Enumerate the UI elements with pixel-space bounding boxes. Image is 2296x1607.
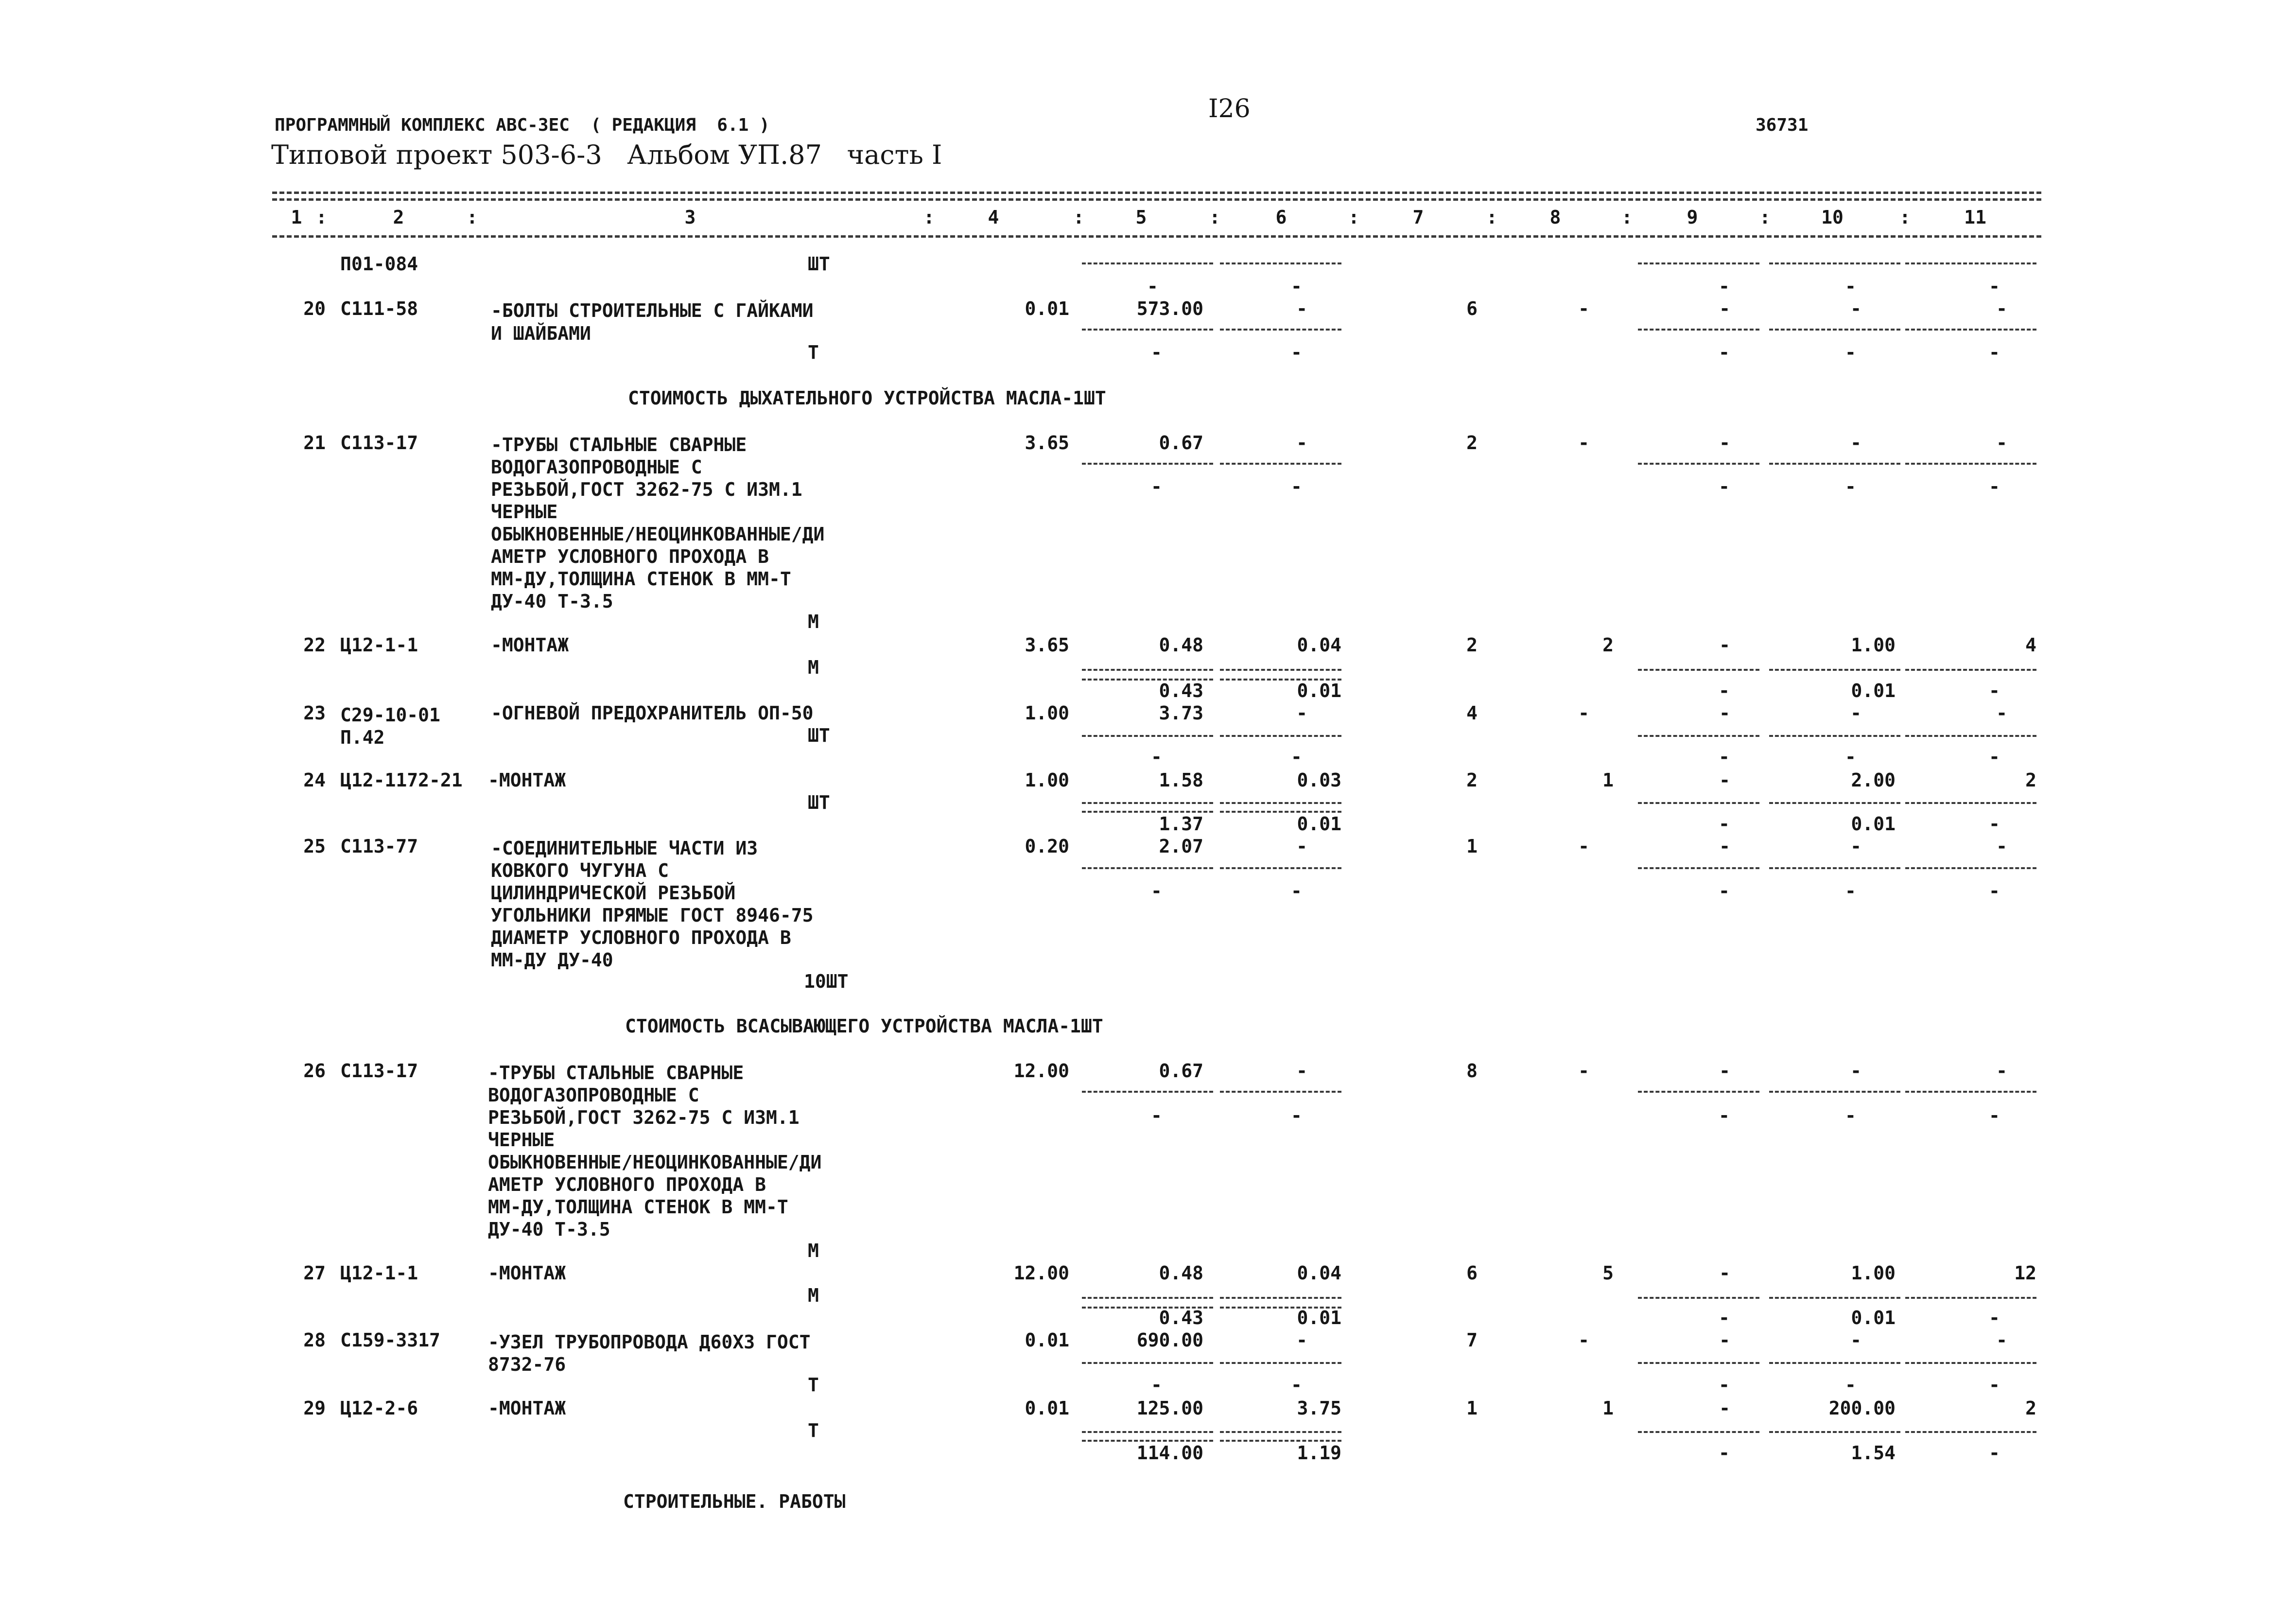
cell-6-sub: - (1291, 1374, 1302, 1396)
cell-5: 2.07 (1159, 836, 1203, 857)
col-header-2: 2 (393, 207, 404, 228)
row-unit: М (808, 1240, 819, 1261)
row-unit: М (808, 1285, 819, 1306)
cell-9-sub: - (1719, 880, 1730, 902)
cell-5-sub: 0.43 (1159, 1307, 1203, 1328)
row-number: 29 (303, 1397, 326, 1419)
cell-11: - (1996, 432, 2007, 454)
row-code: Ц12-2-6 (340, 1397, 418, 1419)
cell-5-sub: - (1151, 342, 1162, 363)
cell-10: 1.00 (1851, 634, 1896, 656)
project-line: Типовой проект 503-6-3 Альбом УП.87 часть I (271, 140, 942, 170)
row-code: С113-17 (340, 1060, 418, 1082)
row-description: -УЗЕЛ ТРУБОПРОВОДА Д60Х3 ГОСТ 8732-76 (488, 1331, 811, 1375)
section-title: СТРОИТЕЛЬНЫЕ. РАБОТЫ (623, 1491, 846, 1512)
cell-11-sub: - (1989, 1442, 2000, 1464)
header-rule-top-2 (272, 198, 2041, 201)
row-code: Ц12-1-1 (340, 1262, 418, 1284)
row-number: 26 (303, 1060, 326, 1082)
cell-11-sub: - (1989, 746, 2000, 768)
cell-10-sub: 0.01 (1851, 813, 1896, 835)
cell-5: 1.58 (1159, 769, 1203, 791)
header-rule-bottom (272, 235, 2041, 238)
cell-10: - (1850, 836, 1861, 857)
cell-9: - (1719, 634, 1730, 656)
cell-7: 2 (1466, 769, 1478, 791)
cell-10-sub: - (1845, 342, 1856, 363)
row-number: 24 (303, 769, 326, 791)
row-code: Ц12-1172-21 (340, 769, 463, 791)
cell-10-sub: 1.54 (1851, 1442, 1896, 1464)
row-unit: Т (808, 1420, 819, 1441)
cell-7: 6 (1466, 1262, 1478, 1284)
cell-11: 2 (2025, 769, 2036, 791)
cell-10-sub: - (1845, 1105, 1856, 1126)
col-header-3: 3 (684, 207, 696, 228)
row-description: -ТРУБЫ СТАЛЬНЫЕ СВАРНЫЕ ВОДОГАЗОПРОВОДНЫЕ С РЕЗЬБОЙ,ГОСТ 3262-75 С ИЗМ.1 ЧЕРНЫЕ ОБЫКНОВЕННЫЕ/НЕОЦИНКОВАННЫЕ/ДИ АМЕТР УСЛОВНОГО ПРОХОДА В ММ-ДУ,ТОЛЩИНА СТЕНОК В ММ-Т ДУ-40 Т-3.5 (491, 434, 825, 612)
cell-7: 1 (1466, 1397, 1478, 1419)
row-description: -МОНТАЖ (491, 634, 569, 656)
cell-5-sub: - (1151, 476, 1162, 497)
cell-5-sub: - (1151, 746, 1162, 768)
cell-6-sub: - (1291, 1105, 1302, 1126)
document-page: I26 ПРОГРАММНЫЙ КОМПЛЕКС АВС-ЗЕС ( РЕДАКЦИЯ 6.1 ) 36731 Типовой проект 503-6-3 Альбом УП.87 часть I 1 2 3 4 5 6 7 8 9 10 11 : : : : : : : : : : П01-084 ШТ - - - - - 20 С111-58 -БОЛТЫ СТРОИТЕЛЬНЫЕ С ГАЙКАМИ И ШАЙБАМИ 0.01 573.00 - 6 - - - - Т - - - - - СТОИМОСТЬ ДЫХАТЕЛЬНОГО УСТРОЙСТВА МАСЛА-1ШТ 21 С113-17 -ТРУБЫ СТАЛЬНЫЕ СВАРНЫЕ ВОДОГАЗОПРОВОДНЫЕ С РЕЗЬБОЙ,ГОСТ 3262-75 С ИЗМ.1 ЧЕРНЫЕ ОБЫКНОВЕННЫЕ/НЕОЦИНКОВАННЫЕ/ДИ АМЕТР УСЛОВНОГО ПРОХОДА В ММ-ДУ,ТОЛЩИНА СТЕНОК В ММ-Т ДУ-40 Т-3.5 3.65 0.67 - 2 - - - - - - - - - М 22 Ц12-1-1 -МОНТАЖ 3.65 0.48 0.04 2 2 - 1.00 4 М 0.43 0.01 - 0.01 - 23 С29-10-01 П.42 -ОГНЕВОЙ ПРЕДОХРАНИТЕЛЬ ОП-50 1.00 3.73 - 4 - - - - ШТ - - - - - 24 Ц12-1172-21 -МОНТАЖ 1.00 1.58 0.03 2 1 - 2.00 2 ШТ 1.37 0.01 - 0.01 - 25 С113-77 -СОЕДИНИТЕЛЬНЫЕ ЧАСТИ ИЗ КОВКОГО ЧУГУНА С ЦИЛИНДРИЧЕСКОЙ РЕЗЬБОЙ УГОЛЬНИКИ ПРЯМЫЕ ГОСТ 8946-75 ДИАМЕТР УСЛОВНОГО ПРОХОДА В ММ-ДУ ДУ-40 0.20 2.07 - 1 - - - - - - - - - 10ШТ СТОИМОСТЬ ВСАСЫВАЮЩЕГО УСТРОЙСТВА МАСЛА-1ШТ 26 С113-17 -ТРУБЫ СТАЛЬНЫЕ СВАРНЫЕ ВОДОГАЗОПРОВОДНЫЕ С РЕЗЬБОЙ,ГОСТ 3262-75 С ИЗМ.1 ЧЕРНЫЕ ОБЫКНОВЕННЫЕ/НЕОЦИНКОВАННЫЕ/ДИ АМЕТР УСЛОВНОГО ПРОХОДА В ММ-ДУ,ТОЛЩИНА СТЕНОК В ММ-Т ДУ-40 Т-3.5 12.00 0.67 - 8 - - - - - - - - - М 27 Ц12-1-1 -МОНТАЖ 12.00 0.48 0.04 6 5 - 1.00 12 М 0.43 0.01 - 0.01 - 28 С159-3317 -УЗЕЛ ТРУБОПРОВОДА Д60Х3 ГОСТ 8732-76 0.01 690.00 - 7 - - - - Т - - - - - 29 Ц12-2-6 -МОНТАЖ 0.01 125.00 3.75 1 1 - 200.00 2 Т 114.00 1.19 - 1.54 - СТРОИТЕЛЬНЫЕ. РАБОТЫ (0, 0, 2296, 1607)
cell-7: 2 (1466, 634, 1478, 656)
cell-11: 2 (2025, 1397, 2036, 1419)
cell-4: 0.01 (1025, 1397, 1069, 1419)
cell-11-sub: - (1989, 476, 2000, 497)
cell-11-sub: - (1989, 680, 2000, 701)
cell-4: 0.20 (1025, 836, 1069, 857)
row-unit: Т (808, 342, 819, 363)
cell-9-sub: - (1719, 342, 1730, 363)
row-code: С159-3317 (340, 1329, 440, 1351)
row-unit: М (808, 611, 819, 632)
cell-5-sub: 0.43 (1159, 680, 1203, 701)
cell-7: 8 (1466, 1060, 1478, 1082)
cell-7: 1 (1466, 836, 1478, 857)
cell-6: - (1296, 836, 1307, 857)
section-title: СТОИМОСТЬ ВСАСЫВАЮЩЕГО УСТРОЙСТВА МАСЛА-1ШТ (625, 1015, 1103, 1037)
cell-9: - (1719, 836, 1730, 857)
cell-6-sub: 0.01 (1297, 1307, 1341, 1328)
row-code: П01-084 (340, 253, 418, 275)
row-description: -ОГНЕВОЙ ПРЕДОХРАНИТЕЛЬ ОП-50 (491, 702, 814, 724)
row-unit: ШТ (808, 253, 830, 275)
cell-10: 200.00 (1828, 1397, 1896, 1419)
cell-11: - (1996, 1060, 2007, 1082)
cell-6-sub: 0.01 (1297, 813, 1341, 835)
cell-10: - (1850, 298, 1861, 319)
cell-9: - (1719, 1329, 1730, 1351)
cell-11-sub: - (1989, 880, 2000, 902)
row-number: 22 (303, 634, 326, 656)
cell-10: - (1850, 1060, 1861, 1082)
cell-9-sub: - (1719, 680, 1730, 701)
row-unit: Т (808, 1374, 819, 1396)
cell-7: 2 (1466, 432, 1478, 454)
cell-6-sub: 0.01 (1297, 680, 1341, 701)
cell-6: - (1296, 298, 1307, 319)
cell-11-sub: - (1989, 1105, 2000, 1126)
cell-6-sub: - (1291, 746, 1302, 768)
cell-9-sub: - (1719, 1442, 1730, 1464)
row-code: С113-17 (340, 432, 418, 454)
program-line: ПРОГРАММНЫЙ КОМПЛЕКС АВС-ЗЕС ( РЕДАКЦИЯ 6.1 ) (275, 115, 770, 135)
cell-5-sub: - (1151, 880, 1162, 902)
cell-5: 3.73 (1159, 702, 1203, 724)
cell-5: 690.00 (1136, 1329, 1203, 1351)
col-header-1: 1 (291, 207, 302, 228)
page-number: I26 (1208, 94, 1251, 123)
col-header-7: 7 (1412, 207, 1424, 228)
cell-4: 1.00 (1025, 702, 1069, 724)
col-header-10: 10 (1821, 207, 1844, 228)
cell-5: 125.00 (1136, 1397, 1203, 1419)
cell-6: - (1296, 702, 1307, 724)
cell-6-sub: - (1291, 476, 1302, 497)
cell-10-sub: - (1845, 880, 1856, 902)
cell-11: 4 (2025, 634, 2036, 656)
cell-5: 0.67 (1159, 432, 1203, 454)
cell-6: 0.04 (1297, 634, 1341, 656)
col-header-5: 5 (1135, 207, 1147, 228)
row-code: Ц12-1-1 (340, 634, 418, 656)
cell-10: 2.00 (1851, 769, 1896, 791)
row-unit: М (808, 657, 819, 678)
cell-11-sub: - (1989, 813, 2000, 835)
cell-9: - (1719, 702, 1730, 724)
col-header-6: 6 (1275, 207, 1287, 228)
cell-5: 0.48 (1159, 634, 1203, 656)
header-rule-top (272, 192, 2041, 194)
cell-9-sub: - (1719, 476, 1730, 497)
row-description: -МОНТАЖ (488, 1262, 566, 1284)
cell-9-sub: - (1719, 1105, 1730, 1126)
doc-code: 36731 (1756, 115, 1809, 135)
cell-6: - (1296, 432, 1307, 454)
cell-6: 3.75 (1297, 1397, 1341, 1419)
row-unit: 10ШТ (804, 971, 849, 992)
cell-8: - (1578, 1329, 1589, 1351)
cell-8: - (1578, 836, 1589, 857)
col-header-4: 4 (988, 207, 999, 228)
cell-11: - (1996, 298, 2007, 319)
cell-4: 12.00 (1013, 1060, 1069, 1082)
row-unit: ШТ (808, 725, 830, 746)
cell-11: - (1996, 836, 2007, 857)
cell-5: 0.48 (1159, 1262, 1203, 1284)
cell-8: 1 (1602, 1397, 1614, 1419)
cell-10-sub: - (1845, 476, 1856, 497)
cell-8: 5 (1602, 1262, 1614, 1284)
section-title: СТОИМОСТЬ ДЫХАТЕЛЬНОГО УСТРОЙСТВА МАСЛА-1ШТ (628, 387, 1106, 409)
col-header-11: 11 (1964, 207, 1986, 228)
cell-4: 3.65 (1025, 634, 1069, 656)
cell-8: - (1578, 1060, 1589, 1082)
row-description: -БОЛТЫ СТРОИТЕЛЬНЫЕ С ГАЙКАМИ И ШАЙБАМИ (491, 300, 814, 344)
cell-5-sub: - (1151, 1105, 1162, 1126)
cell-10: 1.00 (1851, 1262, 1896, 1284)
cell-9-sub: - (1719, 813, 1730, 835)
cell-9: - (1719, 432, 1730, 454)
cell-11: - (1996, 702, 2007, 724)
row-number: 21 (303, 432, 326, 454)
cell-10-sub: - (1845, 1374, 1856, 1396)
col-header-9: 9 (1687, 207, 1698, 228)
cell-6: 0.03 (1297, 769, 1341, 791)
cell-5: 0.67 (1159, 1060, 1203, 1082)
cell-10: - (1850, 702, 1861, 724)
cell-8: - (1578, 702, 1589, 724)
cell-4: 1.00 (1025, 769, 1069, 791)
cell-8: - (1578, 298, 1589, 319)
row-description: -МОНТАЖ (488, 769, 566, 791)
cell-9-sub: - (1719, 746, 1730, 768)
cell-11-sub: - (1989, 1307, 2000, 1328)
row-description: -МОНТАЖ (488, 1397, 566, 1419)
cell-9: - (1719, 769, 1730, 791)
cell-5-sub: 1.37 (1159, 813, 1203, 835)
cell-10-sub: 0.01 (1851, 1307, 1896, 1328)
cell-11-sub: - (1989, 1374, 2000, 1396)
cell-6-sub: - (1291, 342, 1302, 363)
cell-10-sub: 0.01 (1851, 680, 1896, 701)
row-code: С111-58 (340, 298, 418, 319)
cell-9: - (1719, 298, 1730, 319)
cell-8: 1 (1602, 769, 1614, 791)
cell-5-sub: - (1151, 1374, 1162, 1396)
row-unit: ШТ (808, 792, 830, 813)
cell-6: 0.04 (1297, 1262, 1341, 1284)
cell-7: 6 (1466, 298, 1478, 319)
cell-6-sub: - (1291, 880, 1302, 902)
cell-11: 12 (2014, 1262, 2036, 1284)
cell-7: 7 (1466, 1329, 1478, 1351)
row-description: -СОЕДИНИТЕЛЬНЫЕ ЧАСТИ ИЗ КОВКОГО ЧУГУНА С ЦИЛИНДРИЧЕСКОЙ РЕЗЬБОЙ УГОЛЬНИКИ ПРЯМЫЕ ГОСТ 8946-75 ДИАМЕТР УСЛОВНОГО ПРОХОДА В ММ-ДУ ДУ-40 (491, 838, 814, 971)
row-code: С113-77 (340, 836, 418, 857)
cell-5: 573.00 (1136, 298, 1203, 319)
row-code: С29-10-01 П.42 (340, 704, 440, 748)
row-number: 23 (303, 702, 326, 724)
row-description: -ТРУБЫ СТАЛЬНЫЕ СВАРНЫЕ ВОДОГАЗОПРОВОДНЫЕ С РЕЗЬБОЙ,ГОСТ 3262-75 С ИЗМ.1 ЧЕРНЫЕ ОБЫКНОВЕННЫЕ/НЕОЦИНКОВАННЫЕ/ДИ АМЕТР УСЛОВНОГО ПРОХОДА В ММ-ДУ,ТОЛЩИНА СТЕНОК В ММ-Т ДУ-40 Т-3.5 (488, 1062, 822, 1240)
cell-10: - (1850, 432, 1861, 454)
cell-9: - (1719, 1262, 1730, 1284)
cell-11: - (1996, 1329, 2007, 1351)
cell-11-sub: - (1989, 342, 2000, 363)
cell-4: 12.00 (1013, 1262, 1069, 1284)
cell-4: 0.01 (1025, 298, 1069, 319)
cell-10: - (1850, 1329, 1861, 1351)
row-number: 27 (303, 1262, 326, 1284)
row-number: 25 (303, 836, 326, 857)
cell-4: 0.01 (1025, 1329, 1069, 1351)
cell-6-sub: 1.19 (1297, 1442, 1341, 1464)
cell-4: 3.65 (1025, 432, 1069, 454)
cell-10-sub: - (1845, 746, 1856, 768)
cell-7: 4 (1466, 702, 1478, 724)
cell-5-sub: 114.00 (1136, 1442, 1203, 1464)
row-number: 20 (303, 298, 326, 319)
cell-6: - (1296, 1329, 1307, 1351)
cell-6: - (1296, 1060, 1307, 1082)
cell-8: - (1578, 432, 1589, 454)
cell-9-sub: - (1719, 1374, 1730, 1396)
cell-9: - (1719, 1397, 1730, 1419)
cell-9: - (1719, 1060, 1730, 1082)
col-header-8: 8 (1549, 207, 1561, 228)
cell-8: 2 (1602, 634, 1614, 656)
row-number: 28 (303, 1329, 326, 1351)
cell-9-sub: - (1719, 1307, 1730, 1328)
